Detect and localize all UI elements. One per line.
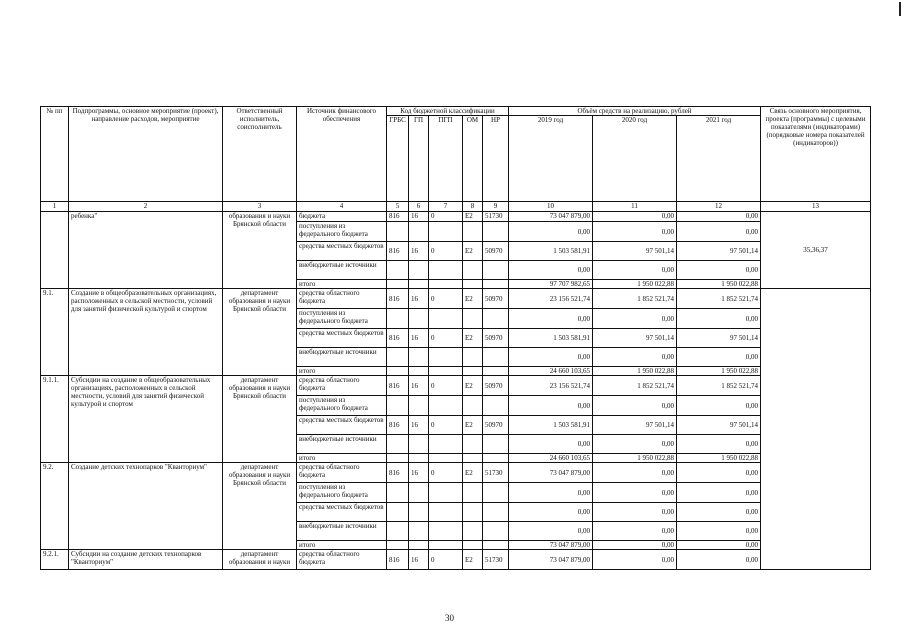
grbs-cell: 816 bbox=[387, 463, 409, 483]
total-2020: 0,00 bbox=[593, 541, 677, 550]
value-2019: 73 047 879,00 bbox=[509, 212, 593, 222]
value-2020: 0,00 bbox=[593, 503, 677, 522]
value-2019: 0,00 bbox=[509, 483, 593, 503]
row-num: 9.1.1. bbox=[41, 376, 69, 463]
total-2020: 1 950 022,88 bbox=[593, 454, 677, 463]
pgp-cell: 0 bbox=[429, 463, 463, 483]
pgp-cell: 0 bbox=[429, 550, 463, 570]
value-2021: 0,00 bbox=[677, 522, 761, 541]
value-2019: 73 047 879,00 bbox=[509, 463, 593, 483]
value-2021: 0,00 bbox=[677, 396, 761, 416]
value-2019: 0,00 bbox=[509, 522, 593, 541]
grbs-cell: 816 bbox=[387, 416, 409, 435]
source-cell: поступления из федерального бюджета bbox=[297, 483, 387, 503]
value-2019: 1 503 581,91 bbox=[509, 329, 593, 348]
total-2019: 24 660 103,65 bbox=[509, 454, 593, 463]
source-cell: внебюджетные источники bbox=[297, 522, 387, 541]
value-2019: 0,00 bbox=[509, 261, 593, 280]
value-2021: 0,00 bbox=[677, 463, 761, 483]
row-num: 9.2. bbox=[41, 463, 69, 550]
value-2021: 0,00 bbox=[677, 550, 761, 570]
nr-cell: 51730 bbox=[483, 463, 509, 483]
indicator-link: 35,36,37 bbox=[761, 212, 871, 289]
value-2020: 0,00 bbox=[593, 435, 677, 454]
source-cell: итого bbox=[297, 367, 387, 376]
gp-cell: 16 bbox=[409, 550, 429, 570]
value-2021: 97 501,14 bbox=[677, 242, 761, 261]
source-cell: бюджета bbox=[297, 212, 387, 222]
colnum: 2 bbox=[69, 202, 223, 212]
colnum: 11 bbox=[593, 202, 677, 212]
row-dept: департамент образования и науки Брянской области bbox=[223, 376, 297, 463]
grbs-cell: 816 bbox=[387, 550, 409, 570]
source-cell: итого bbox=[297, 280, 387, 289]
source-cell: поступления из федерального бюджета bbox=[297, 396, 387, 416]
value-2021: 0,00 bbox=[677, 483, 761, 503]
value-2021: 1 852 521,74 bbox=[677, 289, 761, 309]
column-number-row bbox=[41, 202, 871, 212]
om-cell: Е2 bbox=[463, 212, 483, 222]
value-2020: 0,00 bbox=[593, 550, 677, 570]
row-title: Субсидии на создание в общеобразовательных организациях, расположенных в сельской местности, условий для занятий физической культурой и спортом bbox=[69, 376, 223, 463]
total-2021: 1 950 022,88 bbox=[677, 280, 761, 289]
pgp-cell: 0 bbox=[429, 212, 463, 222]
value-2019: 0,00 bbox=[509, 222, 593, 242]
nr-cell: 50970 bbox=[483, 289, 509, 309]
gp-cell: 16 bbox=[409, 329, 429, 348]
header-grbs: ГРБС bbox=[387, 116, 409, 202]
header-bk: Код бюджетной классификации bbox=[387, 107, 509, 116]
row-title: Создание в общеобразовательных организациях, расположенных в сельской местности, условий для занятий физической культурой и спортом bbox=[69, 289, 223, 376]
table-row bbox=[41, 463, 871, 483]
gp-cell: 16 bbox=[409, 463, 429, 483]
pgp-cell: 0 bbox=[429, 242, 463, 261]
nr-cell: 50970 bbox=[483, 416, 509, 435]
colnum: 9 bbox=[483, 202, 509, 212]
nr-cell: 51730 bbox=[483, 212, 509, 222]
row-num bbox=[41, 212, 69, 289]
value-2020: 0,00 bbox=[593, 483, 677, 503]
value-2020: 97 501,14 bbox=[593, 242, 677, 261]
value-2020: 97 501,14 bbox=[593, 416, 677, 435]
value-2019: 1 503 581,91 bbox=[509, 242, 593, 261]
value-2021: 97 501,14 bbox=[677, 329, 761, 348]
om-cell: Е2 bbox=[463, 289, 483, 309]
source-cell: средства местных бюджетов bbox=[297, 503, 387, 522]
value-2019: 0,00 bbox=[509, 435, 593, 454]
row-num: 9.2.1. bbox=[41, 550, 69, 570]
header-num: № пп bbox=[41, 107, 69, 202]
row-title: ребенка" bbox=[69, 212, 223, 289]
colnum: 3 bbox=[223, 202, 297, 212]
om-cell: Е2 bbox=[463, 242, 483, 261]
source-cell: поступления из федерального бюджета bbox=[297, 309, 387, 329]
total-2020: 1 950 022,88 bbox=[593, 367, 677, 376]
row-dept: департамент образования и науки Брянской области bbox=[223, 289, 297, 376]
gp-cell: 16 bbox=[409, 289, 429, 309]
value-2019: 0,00 bbox=[509, 396, 593, 416]
value-2020: 0,00 bbox=[593, 396, 677, 416]
colnum: 1 bbox=[41, 202, 69, 212]
source-cell: итого bbox=[297, 541, 387, 550]
source-cell: средства местных бюджетов bbox=[297, 242, 387, 261]
header-pgp: ПГП bbox=[429, 116, 463, 202]
value-2021: 0,00 bbox=[677, 435, 761, 454]
header-om: ОМ bbox=[463, 116, 483, 202]
value-2020: 1 852 521,74 bbox=[593, 289, 677, 309]
pgp-cell: 0 bbox=[429, 376, 463, 396]
table-row bbox=[41, 289, 871, 309]
value-2019: 73 047 879,00 bbox=[509, 550, 593, 570]
table-row bbox=[41, 550, 871, 570]
colnum: 13 bbox=[761, 202, 871, 212]
om-cell: Е2 bbox=[463, 376, 483, 396]
grbs-cell: 816 bbox=[387, 289, 409, 309]
colnum: 10 bbox=[509, 202, 593, 212]
value-2021: 0,00 bbox=[677, 222, 761, 242]
value-2019: 23 156 521,74 bbox=[509, 376, 593, 396]
row-num: 9.1. bbox=[41, 289, 69, 376]
source-cell: средства местных бюджетов bbox=[297, 416, 387, 435]
total-2019: 73 047 879,00 bbox=[509, 541, 593, 550]
page-number: 30 bbox=[445, 613, 454, 623]
value-2020: 1 852 521,74 bbox=[593, 376, 677, 396]
pgp-cell: 0 bbox=[429, 329, 463, 348]
source-cell: средства областного бюджета bbox=[297, 289, 387, 309]
om-cell: Е2 bbox=[463, 550, 483, 570]
value-2020: 0,00 bbox=[593, 212, 677, 222]
om-cell: Е2 bbox=[463, 329, 483, 348]
total-2020: 1 950 022,88 bbox=[593, 280, 677, 289]
value-2020: 0,00 bbox=[593, 222, 677, 242]
header-2021: 2021 год bbox=[677, 116, 761, 202]
value-2019: 0,00 bbox=[509, 309, 593, 329]
nr-cell: 51730 bbox=[483, 550, 509, 570]
grbs-cell: 816 bbox=[387, 376, 409, 396]
row-dept: департамент образования и науки Брянской области bbox=[223, 463, 297, 550]
total-2021: 1 950 022,88 bbox=[677, 454, 761, 463]
value-2020: 0,00 bbox=[593, 463, 677, 483]
total-2021: 1 950 022,88 bbox=[677, 367, 761, 376]
total-2021: 0,00 bbox=[677, 541, 761, 550]
value-2021: 97 501,14 bbox=[677, 416, 761, 435]
gp-cell: 16 bbox=[409, 242, 429, 261]
gp-cell: 16 bbox=[409, 212, 429, 222]
value-2019: 1 503 581,91 bbox=[509, 416, 593, 435]
header-nr: НР bbox=[483, 116, 509, 202]
total-2019: 24 660 103,65 bbox=[509, 367, 593, 376]
om-cell: Е2 bbox=[463, 463, 483, 483]
gp-cell: 16 bbox=[409, 416, 429, 435]
value-2021: 0,00 bbox=[677, 503, 761, 522]
row-title: Создание детских технопарков "Кванториум" bbox=[69, 463, 223, 550]
source-cell: внебюджетные источники bbox=[297, 261, 387, 280]
value-2019: 0,00 bbox=[509, 348, 593, 367]
header-2020: 2020 год bbox=[593, 116, 677, 202]
header-volume: Объём средств на реализацию, рублей bbox=[509, 107, 761, 116]
source-cell: средства областного бюджета bbox=[297, 550, 387, 570]
header-2019: 2019 год bbox=[509, 116, 593, 202]
row-title: Субсидии на создание детских технопарков "Кванториум" bbox=[69, 550, 223, 570]
row-dept: образования и науки Брянской области bbox=[223, 212, 297, 289]
source-cell: средства областного бюджета bbox=[297, 463, 387, 483]
nr-cell: 50970 bbox=[483, 376, 509, 396]
value-2020: 0,00 bbox=[593, 348, 677, 367]
value-2021: 0,00 bbox=[677, 261, 761, 280]
header-program: Подпрограммы, основное мероприятие (проект), направление расходов, мероприятие bbox=[69, 107, 223, 202]
grbs-cell: 816 bbox=[387, 212, 409, 222]
header-source: Источник финансового обеспечения bbox=[297, 107, 387, 202]
source-cell: поступления из федерального бюджета bbox=[297, 222, 387, 242]
budget-table bbox=[40, 106, 871, 570]
colnum: 4 bbox=[297, 202, 387, 212]
nr-cell: 50970 bbox=[483, 242, 509, 261]
pgp-cell: 0 bbox=[429, 289, 463, 309]
value-2021: 0,00 bbox=[677, 309, 761, 329]
table-row bbox=[41, 376, 871, 396]
value-2021: 0,00 bbox=[677, 348, 761, 367]
value-2020: 0,00 bbox=[593, 261, 677, 280]
gp-cell: 16 bbox=[409, 376, 429, 396]
value-2019: 0,00 bbox=[509, 503, 593, 522]
source-cell: внебюджетные источники bbox=[297, 435, 387, 454]
value-2021: 1 852 521,74 bbox=[677, 376, 761, 396]
row-dept: департамент образования и науки bbox=[223, 550, 297, 570]
om-cell: Е2 bbox=[463, 416, 483, 435]
colnum: 8 bbox=[463, 202, 483, 212]
value-2020: 0,00 bbox=[593, 522, 677, 541]
grbs-cell: 816 bbox=[387, 329, 409, 348]
value-2020: 0,00 bbox=[593, 309, 677, 329]
colnum: 6 bbox=[409, 202, 429, 212]
header-executor: Ответственный исполнитель, соисполнитель bbox=[223, 107, 297, 202]
source-cell: средства областного бюджета bbox=[297, 376, 387, 396]
source-cell: внебюджетные источники bbox=[297, 348, 387, 367]
grbs-cell: 816 bbox=[387, 242, 409, 261]
source-cell: средства местных бюджетов bbox=[297, 329, 387, 348]
colnum: 5 bbox=[387, 202, 409, 212]
value-2020: 97 501,14 bbox=[593, 329, 677, 348]
colnum: 12 bbox=[677, 202, 761, 212]
pgp-cell: 0 bbox=[429, 416, 463, 435]
total-2019: 97 707 982,65 bbox=[509, 280, 593, 289]
nr-cell: 50970 bbox=[483, 329, 509, 348]
indicator-link bbox=[761, 289, 871, 570]
table-header-row bbox=[41, 107, 871, 116]
colnum: 7 bbox=[429, 202, 463, 212]
header-link: Связь основного мероприятия, проекта (программы) с целевыми показателями (индикаторами) (порядковые номера показателей (индикаторов)) bbox=[761, 107, 871, 202]
scan-edge-mark bbox=[899, 2, 901, 16]
table-row bbox=[41, 212, 871, 222]
value-2019: 23 156 521,74 bbox=[509, 289, 593, 309]
source-cell: итого bbox=[297, 454, 387, 463]
value-2021: 0,00 bbox=[677, 212, 761, 222]
header-gp: ГП bbox=[409, 116, 429, 202]
